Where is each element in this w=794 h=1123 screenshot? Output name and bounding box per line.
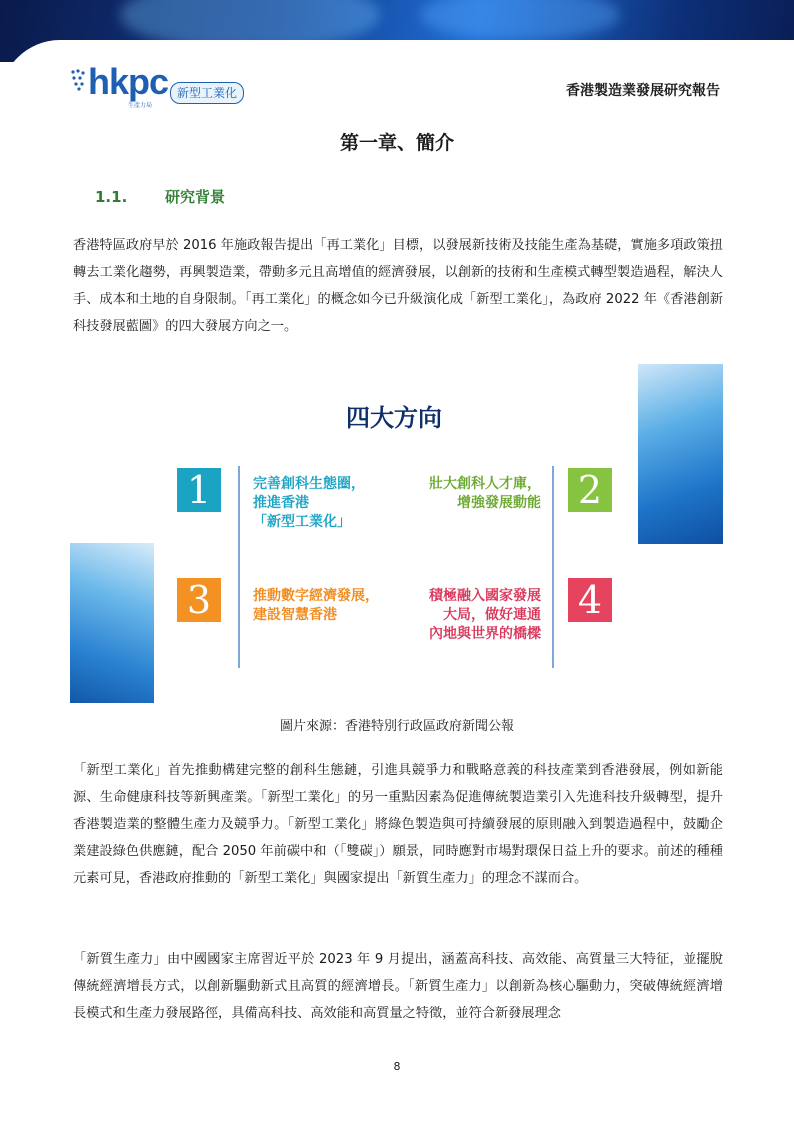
divider-right xyxy=(552,466,554,668)
direction-3-line: 建設智慧香港 xyxy=(253,607,337,623)
section-number: 1.1. xyxy=(95,188,128,206)
logo-tag: 新型工業化 xyxy=(170,82,244,104)
logo-dots-icon xyxy=(70,68,86,92)
decorative-image-right xyxy=(638,364,723,544)
direction-4-line: 大局，做好連通 xyxy=(443,607,541,623)
direction-3-box: 3 xyxy=(177,578,221,622)
direction-1-line: 推進香港 xyxy=(253,495,309,511)
direction-4-line: 內地與世界的橋樑 xyxy=(429,626,541,642)
direction-2-box: 2 xyxy=(568,468,612,512)
direction-1-text xyxy=(253,475,365,532)
direction-4-text xyxy=(429,587,541,644)
direction-2-line: 壯大創科人才庫， xyxy=(429,476,541,492)
direction-3-text xyxy=(253,587,379,625)
direction-3-line: 推動數字經濟發展， xyxy=(253,588,379,604)
logo-text: hkpc xyxy=(88,61,169,102)
section-heading xyxy=(95,186,225,207)
figure-title: 四大方向 xyxy=(346,404,442,432)
direction-4-box: 4 xyxy=(568,578,612,622)
paragraph-1: 香港特區政府早於 2016 年施政報告提出「再工業化」目標，以發展新技術及技能生產為基礎，實施多項政策扭轉去工業化趨勢，再興製造業，帶動多元且高增值的經濟發展，以創新的技術和生產模式轉型製造過程，解決人手、成本和土地的自身限制。「再工業化」的概念如今已升級演化成「新型工業化」，為政府 2022 年《香港創新科技發展藍圖》的四大發展方向之一。 xyxy=(73,238,723,334)
hkpc-logo xyxy=(70,61,250,109)
report-title: 香港製造業發展研究報告 xyxy=(566,83,720,99)
direction-2-text xyxy=(429,475,541,513)
chapter-title: 第一章、簡介 xyxy=(339,132,454,154)
direction-1-box: 1 xyxy=(177,468,221,512)
paragraph-3: 「新質生產力」由中國國家主席習近平於 2023 年 9 月提出，涵蓋高科技、高效能、高質量三大特征，並擺脫傳統經濟增長方式，以創新驅動新式且高質的經濟增長。「新質生產力」以創新為核心驅動力，突破傳統經濟增長模式和生產力發展路徑，具備高科技、高效能和高質量之特徵，並符合新發展理念 xyxy=(73,952,723,1021)
direction-1-line: 「新型工業化」 xyxy=(253,514,351,530)
page-number: 8 xyxy=(393,1060,401,1073)
decorative-image-left xyxy=(70,543,154,703)
header-banner xyxy=(0,0,794,62)
direction-4-line: 積極融入國家發展 xyxy=(429,588,541,604)
paragraph-2: 「新型工業化」首先推動構建完整的創科生態鏈，引進具競爭力和戰略意義的科技產業到香港發展，例如新能源、生命健康科技等新興產業。「新型工業化」的另一重點因素為促進傳統製造業引入先進科技升級轉型，提升香港製造業的整體生產力及競爭力。「新型工業化」將綠色製造與可持續發展的原則融入到製造過程中，鼓勵企業建設綠色供應鏈，配合 2050 年前碳中和（「雙碳」）願景，同時應對市場對環保日益上升的要求。前述的種種元素可見，香港政府推動的「新型工業化」與國家提出「新質生產力」的理念不謀而合。 xyxy=(73,763,723,886)
logo-subtitle: 生產力局 xyxy=(128,102,153,109)
figure-caption: 圖片來源：香港特別行政區政府新聞公報 xyxy=(279,719,514,734)
four-directions-figure xyxy=(70,364,725,704)
divider-left xyxy=(238,466,240,668)
direction-2-line: 增強發展動能 xyxy=(457,495,541,511)
direction-1-line: 完善創科生態圈， xyxy=(253,476,365,492)
section-title: 研究背景 xyxy=(165,188,226,206)
